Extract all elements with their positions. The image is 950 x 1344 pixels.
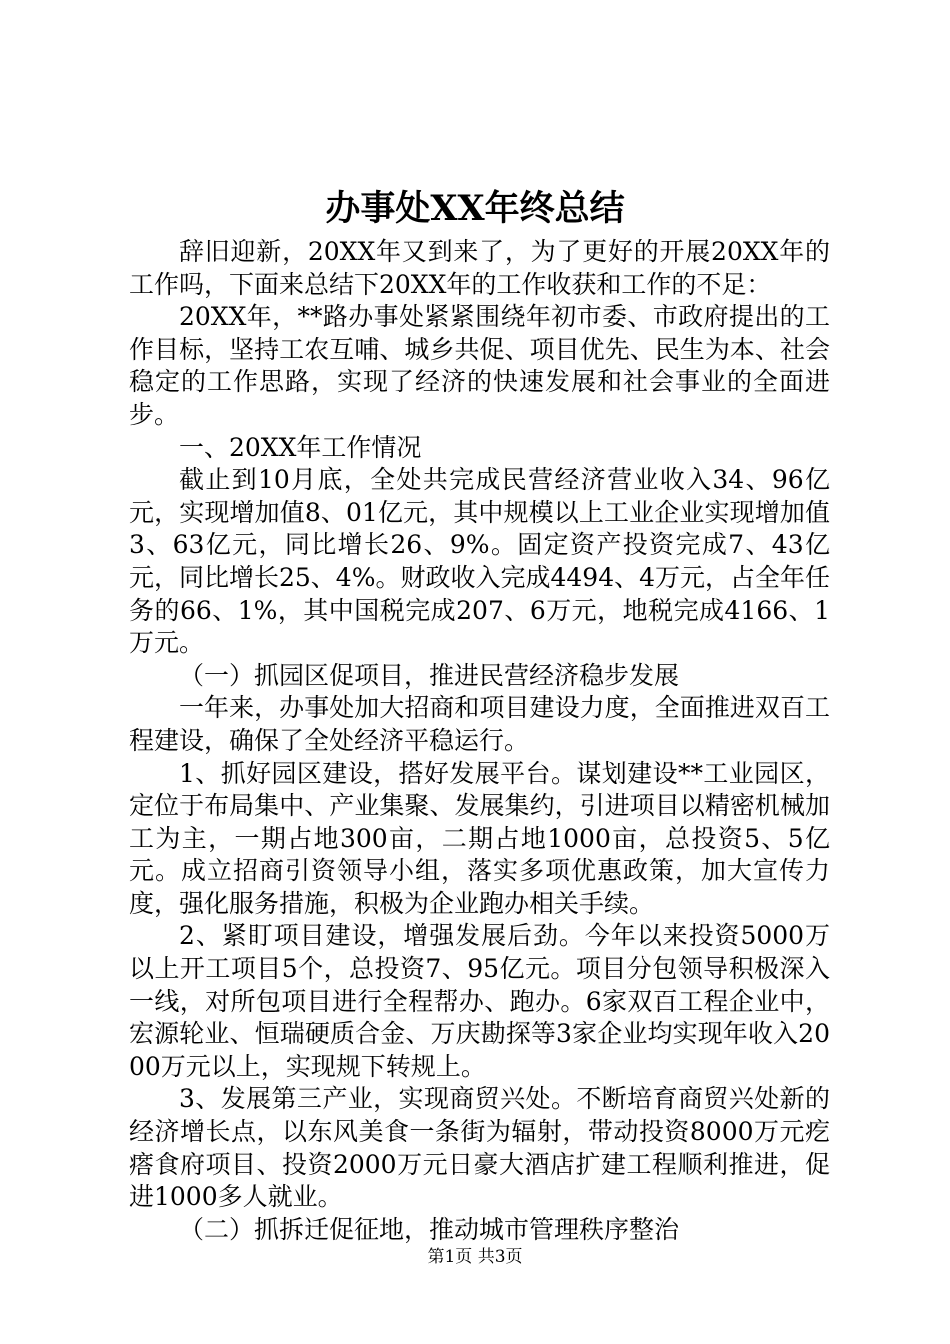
paragraph-item-2-project-construction: 2、紧盯项目建设，增强发展后劲。今年以来投资5000万以上开工项目5个，总投资7、95亿元。项目分包领导积极深入一线，对所包项目进行全程帮办、跑办。6家双百工程企业中，宏源轮业、恒瑞硬质合金、万庆勘探等3家企业均实现年收入2000万元以上，实现规下转规上。: [129, 921, 830, 1081]
subsection-heading-parks-projects: （一）抓园区促项目，推进民营经济稳步发展: [179, 660, 680, 690]
subsection-heading-relocation: （二）抓拆迁促征地，推动城市管理秩序整治: [179, 1214, 680, 1244]
document-body: [129, 236, 830, 1246]
section-heading-work-status: 一、20XX年工作情况: [179, 432, 422, 462]
paragraph-investment-summary: 一年来，办事处加大招商和项目建设力度，全面推进双百工程建设，确保了全处经济平稳运行。: [129, 693, 830, 755]
paragraph-item-3-tertiary-industry: 3、发展第三产业，实现商贸兴处。不断培育商贸兴处新的经济增长点，以东风美食一条街为辐射，带动投资8000万元疙瘩食府项目、投资2000万元日豪大酒店扩建工程顺利推进，促进1000多人就业。: [129, 1084, 830, 1212]
paragraph-intro: 辞旧迎新，20XX年又到来了，为了更好的开展20XX年的工作吗，下面来总结下20XX年的工作收获和工作的不足：: [129, 237, 830, 299]
page-number-footer: 第1页 共3页: [427, 1247, 523, 1267]
paragraph-economic-figures: 截止到10月底，全处共完成民营经济营业收入34、96亿元，实现增加值8、01亿元，其中规模以上工业企业实现增加值3、63亿元，同比增长26、9%。固定资产投资完成7、43亿元，同比增长25、4%。财政收入完成4494、4万元，占全年任务的66、1%，其中国税完成207、6万元，地税完成4166、1万元。: [129, 465, 831, 658]
paragraph-item-1-park-construction: 1、抓好园区建设，搭好发展平台。谋划建设**工业园区，定位于布局集中、产业集聚、发展集约，引进项目以精密机械加工为主，一期占地300亩，二期占地1000亩，总投资5、5亿元。成立招商引资领导小组，落实多项优惠政策，加大宣传力度，强化服务措施，积极为企业跑办相关手续。: [129, 758, 830, 918]
document-title: 办事处XX年终总结: [325, 188, 625, 229]
paragraph-overview: 20XX年，**路办事处紧紧围绕年初市委、市政府提出的工作目标，坚持工农互哺、城乡共促、项目优先、民生为本、社会稳定的工作思路，实现了经济的快速发展和社会事业的全面进步。: [129, 302, 830, 429]
